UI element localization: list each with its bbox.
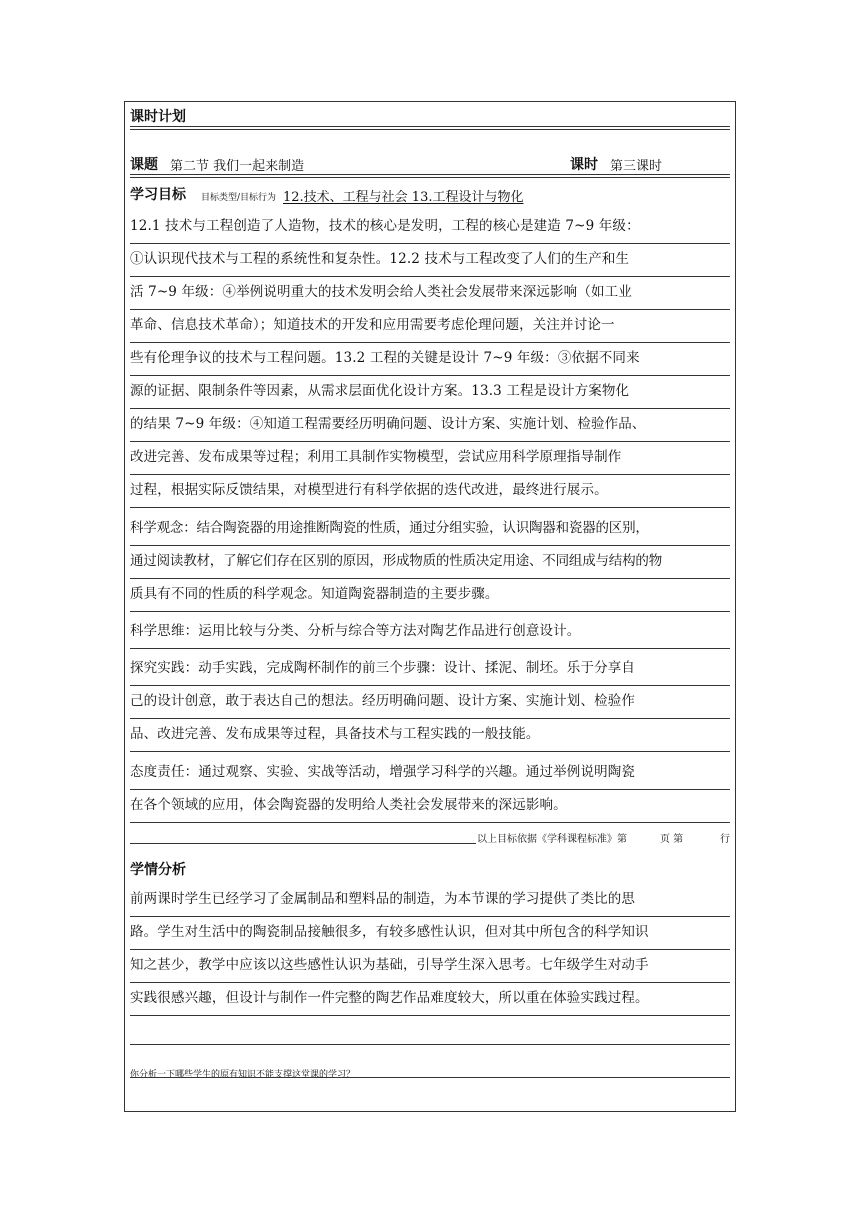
period-value: 第三课时 <box>610 159 663 174</box>
objective-line: 科学思维：运用比较与分类、分析与综合等方法对陶艺作品进行创意设计。 <box>130 615 730 649</box>
objective-line: 源的证据、限制条件等因素，从需求层面优化设计方案。13.3 工程是设计方案物化 <box>130 375 730 409</box>
objective-line: 探究实践：动手实践，完成陶杯制作的前三个步骤：设计、揉泥、制坯。乐于分享自 <box>130 652 730 686</box>
question-rule <box>130 1077 730 1078</box>
objective-type-note: 目标类型/目标行为 <box>201 193 277 203</box>
source-note: 以上目标依据《学科课程标准》第 <box>477 834 627 845</box>
objective-line: ①认识现代技术与工程的系统性和复杂性。12.2 技术与工程改变了人们的生产和生 <box>130 243 730 277</box>
objective-line: 质具有不同的性质的科学观念。知道陶瓷器制造的主要步骤。 <box>130 578 730 612</box>
period-label: 课时 <box>570 157 598 173</box>
objective-line: 在各个领域的应用，体会陶瓷器的发明给人类社会发展带来的深远影响。 <box>130 789 730 823</box>
analysis-label: 学情分析 <box>130 862 186 878</box>
objective-line: 12.1 技术与工程创造了人造物，技术的核心是发明，工程的核心是建造 7~9 年级： <box>130 210 730 244</box>
analysis-blank-line <box>130 1044 730 1045</box>
curriculum-standards: 12.技术、工程与社会 13.工程设计与物化 <box>283 190 524 205</box>
analysis-line: 路。学生对生活中的陶瓷制品接触很多，有较多感性认识，但对其中所包含的科学知识 <box>130 916 730 950</box>
objective-line: 过程，根据实际反馈结果，对模型进行有科学依据的迭代改进，最终进行展示。 <box>130 474 730 508</box>
objectives-label: 学习目标 <box>130 187 186 203</box>
analysis-line: 知之甚少，教学中应该以这些感性认识为基础，引导学生深入思考。七年级学生对动手 <box>130 949 730 983</box>
page-label: 页 第 <box>660 834 684 845</box>
analysis-question: 你分析一下哪些学生的原有知识不能支撑这堂课的学习？ <box>130 1070 356 1080</box>
plan-title: 课时计划 <box>130 109 186 125</box>
analysis-line: 前两课时学生已经学习了金属制品和塑料品的制造，为本节课的学习提供了类比的思 <box>130 883 730 917</box>
topic-label: 课题 <box>130 157 158 173</box>
topic-value: 第二节 我们一起来制造 <box>170 159 305 174</box>
objective-line: 活 7~9 年级：④举例说明重大的技术发明会给人类社会发展带来深远影响（如工业 <box>130 276 730 310</box>
source-blank-line <box>130 843 476 844</box>
objective-line: 改进完善、发布成果等过程；利用工具制作实物模型，尝试应用科学原理指导制作 <box>130 441 730 475</box>
objective-line: 通过阅读教材，了解它们存在区别的原因，形成物质的性质决定用途、不同组成与结构的物 <box>130 545 730 579</box>
objective-line: 科学观念：结合陶瓷器的用途推断陶瓷的性质，通过分组实验，认识陶器和瓷器的区别， <box>130 512 730 546</box>
objective-line: 些有伦理争议的技术与工程问题。13.2 工程的关键是设计 7~9 年级：③依据不同来 <box>130 342 730 376</box>
objective-line: 的结果 7~9 年级：④知道工程需要经历明确问题、设计方案、实施计划、检验作品、 <box>130 408 730 442</box>
analysis-line: 实践很感兴趣，但设计与制作一件完整的陶艺作品难度较大，所以重在体验实践过程。 <box>130 982 730 1016</box>
objective-line: 态度责任：通过观察、实验、实战等活动，增强学习科学的兴趣。通过举例说明陶瓷 <box>130 756 730 790</box>
objective-line: 品、改进完善、发布成果等过程，具备技术与工程实践的一般技能。 <box>130 718 730 752</box>
topic-double-rule <box>130 174 730 178</box>
objective-line: 革命、信息技术革命）；知道技术的开发和应用需要考虑伦理问题，关注并讨论一 <box>130 309 730 343</box>
title-double-rule <box>130 126 730 130</box>
objective-line: 己的设计创意，敢于表达自己的想法。经历明确问题、设计方案、实施计划、检验作 <box>130 685 730 719</box>
row-label: 行 <box>720 834 730 845</box>
